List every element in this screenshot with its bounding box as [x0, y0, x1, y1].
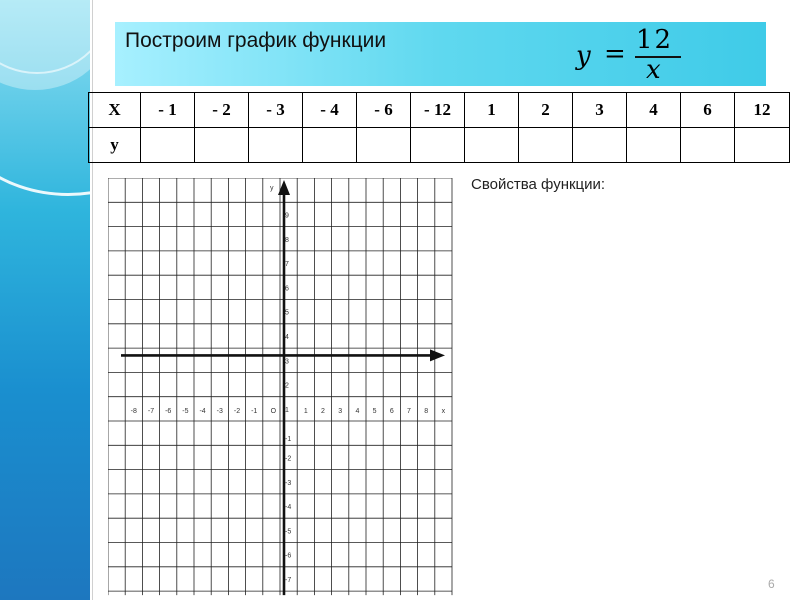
y-value-cell[interactable] — [627, 128, 681, 163]
formula-equals: = — [604, 39, 626, 69]
x-value-cell: - 12 — [411, 93, 465, 128]
y-value-cell[interactable] — [195, 128, 249, 163]
x-value-cell: - 3 — [249, 93, 303, 128]
x-tick-label: -1 — [251, 407, 258, 415]
formula-lhs: y — [576, 41, 591, 71]
y-tick-label: -1 — [285, 436, 292, 444]
x-value-cell: 2 — [519, 93, 573, 128]
x-row — [89, 93, 790, 128]
x-value-cell: - 1 — [141, 93, 195, 128]
x-value-cell: 12 — [735, 93, 790, 128]
values-table — [88, 92, 790, 163]
x-value-cell: 3 — [573, 93, 627, 128]
slide-title: Построим график функции — [125, 29, 387, 52]
x-tick-label: 2 — [321, 407, 325, 415]
x-value-cell: 4 — [627, 93, 681, 128]
divider-line — [90, 0, 92, 600]
x-tick-label: 7 — [407, 407, 411, 415]
page-number: 6 — [768, 577, 775, 591]
function-formula — [570, 24, 710, 86]
x-tick-label: -5 — [182, 407, 189, 415]
y-value-cell[interactable] — [357, 128, 411, 163]
x-tick-label: -8 — [130, 407, 137, 415]
y-tick-label: -6 — [285, 552, 292, 560]
x-row-label: X — [89, 93, 141, 128]
y-tick-label: 9 — [285, 212, 289, 220]
x-value-cell: - 4 — [303, 93, 357, 128]
y-value-cell[interactable] — [141, 128, 195, 163]
y-tick-label: 8 — [285, 236, 289, 244]
x-tick-label: 3 — [338, 407, 343, 415]
y-row-label: у — [89, 128, 141, 163]
title-banner — [115, 22, 766, 86]
x-tick-label: -7 — [147, 407, 155, 415]
y-tick-label: 6 — [285, 285, 289, 293]
y-tick-label: -5 — [285, 528, 292, 536]
y-value-cell[interactable] — [681, 128, 735, 163]
y-tick-label: -2 — [285, 455, 292, 463]
y-value-cell[interactable] — [303, 128, 357, 163]
x-tick-label: 8 — [424, 407, 429, 415]
y-tick-label: -3 — [285, 479, 292, 487]
x-tick-label: 5 — [372, 407, 377, 415]
x-tick-label: -3 — [216, 407, 223, 415]
y-value-cell[interactable] — [735, 128, 790, 163]
y-tick-label: 4 — [285, 333, 289, 341]
x-value-cell: - 2 — [195, 93, 249, 128]
sidebar-arc-large — [0, 0, 90, 196]
y-tick-label: -7 — [285, 576, 292, 584]
x-tick-label: -6 — [165, 407, 172, 415]
x-tick-label: -4 — [199, 407, 206, 415]
y-axis-label: y — [270, 185, 274, 192]
x-value-cell: 1 — [465, 93, 519, 128]
x-tick-label: -2 — [233, 407, 241, 415]
y-row — [89, 128, 790, 163]
y-tick-label: 1 — [285, 406, 289, 414]
x-value-cell: - 6 — [357, 93, 411, 128]
x-tick-label: 1 — [303, 407, 308, 415]
horizontal-arrow-head — [430, 349, 445, 361]
origin-label: O — [270, 407, 277, 415]
y-value-cell[interactable] — [519, 128, 573, 163]
y-value-cell[interactable] — [465, 128, 519, 163]
grid-lines — [108, 178, 452, 595]
formula-numerator: 12 — [636, 25, 674, 55]
y-tick-label: 7 — [285, 261, 289, 269]
y-tick-label: 3 — [285, 358, 289, 366]
y-tick-label: 2 — [285, 382, 289, 390]
x-value-cell: 6 — [681, 93, 735, 128]
x-tick-label: 6 — [389, 407, 394, 415]
function-properties-label: Свойства функции: — [471, 176, 606, 193]
decorative-sidebar — [0, 0, 90, 600]
y-value-cell[interactable] — [249, 128, 303, 163]
y-value-cell[interactable] — [573, 128, 627, 163]
x-axis-label: x — [441, 407, 446, 415]
y-value-cell[interactable] — [411, 128, 465, 163]
x-tick-label: 4 — [355, 407, 360, 415]
y-tick-label: 5 — [285, 309, 289, 317]
coordinate-grid — [108, 178, 453, 600]
y-tick-label: -4 — [285, 504, 292, 512]
formula-denominator: x — [646, 55, 661, 85]
